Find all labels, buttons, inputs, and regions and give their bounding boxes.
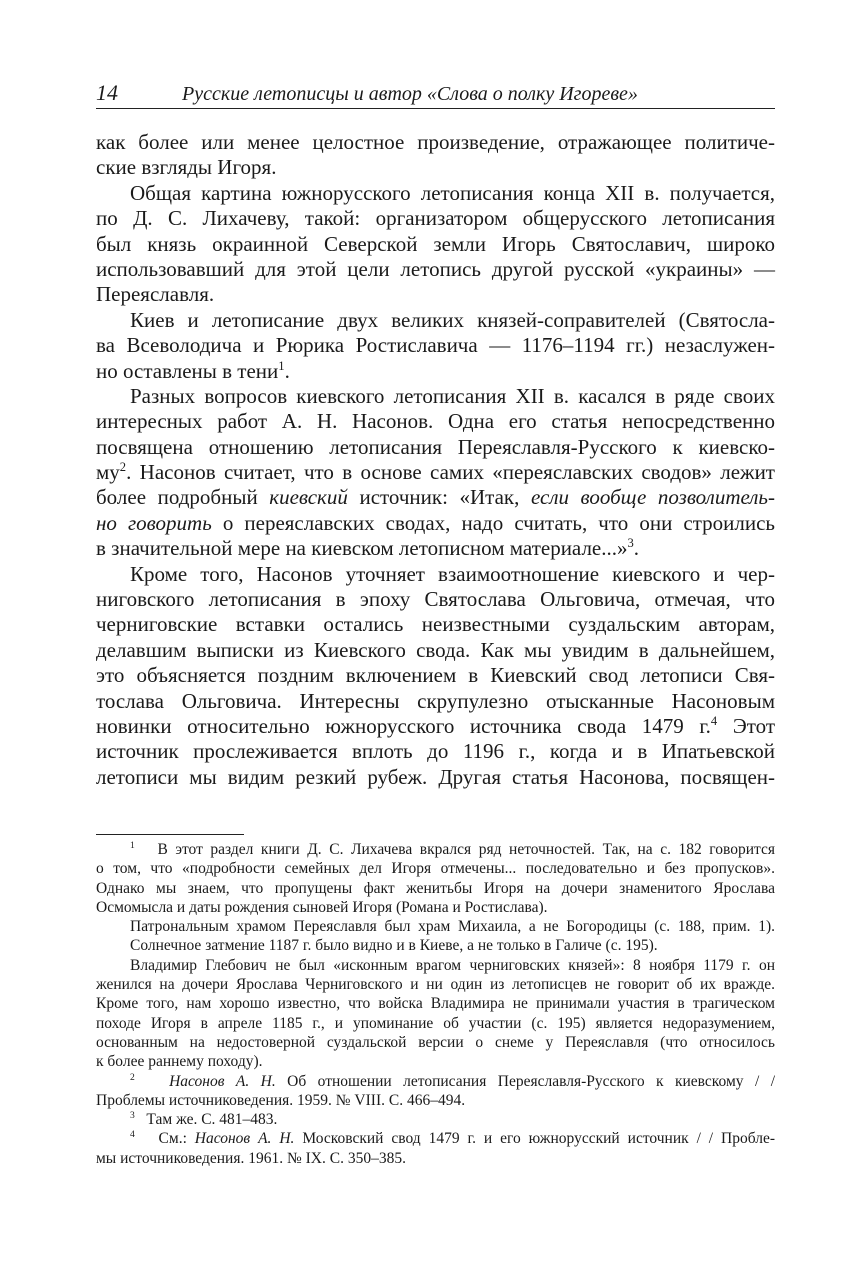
- footnote-ref[interactable]: 4: [710, 713, 718, 728]
- text-run: . Насонов считает, что в основе самих «переяславских сводов» лежит: [126, 460, 775, 485]
- text-line: [96, 359, 775, 384]
- footnote-line: Солнечное затмение 1187 г. было видно и в Киеве, а не только в Галиче (с. 195).: [130, 937, 658, 955]
- italic-run: если вообще позволитель-: [530, 485, 775, 510]
- footnote-line: к более раннему походу).: [96, 1053, 263, 1071]
- text-line: Разных вопросов киевского летописания XII в. касался в ряде своих: [130, 383, 775, 408]
- footnote-ref[interactable]: 1: [278, 358, 285, 373]
- footnote-line: [96, 1129, 775, 1148]
- text-line: Переяславля.: [96, 282, 215, 307]
- text-run: .: [633, 536, 640, 561]
- footnote-number: 1: [130, 839, 135, 851]
- text-run: Московский свод 1479 г. и его южнорусский источник / / Пробле-: [294, 1130, 775, 1148]
- text-run: .: [284, 358, 290, 383]
- footnote-line: о том, что «подробности семейных дел Игоря отмечены... последовательно и без пропусков».: [96, 860, 775, 878]
- footnote-line: Проблемы источниковедения. 1959. № VIII. С. 466–494.: [96, 1091, 466, 1109]
- text-run: новинки относительно южнорусского источника свода 1479 г.: [96, 713, 711, 738]
- footnote-line: Осмомысла и даты рождения сыновей Игоря (Романа и Ростислава).: [96, 898, 548, 916]
- running-title: Русские летописцы и автор «Слова о полку Игореве»: [182, 83, 638, 105]
- text-line: летописи мы видим резкий рубеж. Другая статья Насонова, посвящен-: [96, 764, 775, 789]
- main-text: [96, 130, 775, 790]
- text-line: [96, 536, 775, 561]
- text-line: как более или менее целостное произведение, отражающее политиче-: [96, 130, 775, 154]
- italic-run: Насонов А. Н.: [194, 1130, 295, 1148]
- footnote-line: Владимир Глебович не был «исконным врагом черниговских князей»: 8 ноября 1179 г. он: [130, 956, 775, 974]
- text-run: о переяславских сводах, надо считать, что они строились: [211, 510, 775, 535]
- running-header: [96, 80, 775, 109]
- text-run: в значительной мере на киевском летописном материале...»: [96, 536, 628, 561]
- text-line: [96, 714, 775, 739]
- text-line: тослава Ольговича. Интересны скрупулезно отысканные Насоновым: [96, 688, 775, 713]
- footnote-line: мы источниковедения. 1961. № IX. С. 350–385.: [96, 1149, 406, 1167]
- text-run: но оставлены в тени: [96, 358, 279, 383]
- text-run: более подробный: [96, 485, 270, 510]
- footnote-number: 4: [130, 1129, 135, 1141]
- text-line: это объясняется поздним включением в Киевский свод летописи Свя-: [96, 663, 775, 688]
- text-line: источник прослеживается вплоть до 1196 г., когда и в Ипатьевской: [96, 739, 775, 764]
- footnote-ref[interactable]: 3: [627, 536, 634, 551]
- text-line: интересных работ А. Н. Насонов. Одна его статья непосредственно: [96, 409, 775, 434]
- text-run: му: [96, 460, 120, 485]
- footnote-line: основанным на недостоверной суздальской версии о снеме у Переяславля (что относилось: [96, 1033, 775, 1051]
- text-line: [96, 485, 775, 510]
- italic-run: но говорить: [96, 510, 212, 535]
- footnote-line: [96, 1072, 775, 1091]
- text-line: ва Всеволодича и Рюрика Ростиславича — 1176–1194 гг.) незаслужен-: [96, 333, 775, 358]
- text-run: В этот раздел книги Д. С. Лихачева вкрался ряд неточностей. Так, на с. 182 говорится: [157, 841, 776, 858]
- text-line: черниговские вставки остались неизвестными суздальским авторам,: [96, 612, 775, 637]
- footnote-ref[interactable]: 2: [119, 460, 127, 475]
- page-number: 14: [96, 80, 118, 105]
- footnote-line: Патрональным храмом Переяславля был храм Михаила, а не Богородицы (с. 188, прим. 1).: [130, 918, 775, 936]
- text-line: использовавший для этой цели летопись другой русской «украины» —: [96, 256, 775, 281]
- footnote-line: [96, 840, 775, 859]
- text-run: Об отношении летописания Переяславля-Русского к киевскому / /: [275, 1072, 776, 1090]
- text-line: Общая картина южнорусского летописания конца XII в. получается,: [130, 180, 775, 205]
- text-line: [96, 511, 775, 536]
- footnote-line: женился на дочери Ярослава Черниговского и ни один из летописцев не говорит об их вражде.: [96, 976, 775, 994]
- italic-run: киевский: [269, 485, 348, 510]
- text-run: Этот: [717, 713, 775, 738]
- text-run: источник: «Итак,: [347, 485, 531, 510]
- italic-run: Насонов А. Н.: [169, 1072, 276, 1090]
- text-line: Киев и летописание двух великих князей-соправителей (Святосла-: [130, 307, 775, 332]
- text-line: Кроме того, Насонов уточняет взаимоотношение киевского и чер-: [130, 561, 775, 586]
- footnote-number: 3: [130, 1110, 135, 1121]
- text-line: делавшим выписки из Киевского свода. Как мы увидим в дальнейшем,: [96, 637, 775, 662]
- text-line: был князь окраинной Северской земли Игорь Святославич, широко: [96, 231, 775, 256]
- footnote-number: 2: [130, 1071, 135, 1083]
- footnotes: [96, 840, 775, 1168]
- footnote-line: Кроме того, нам хорошо известно, что войска Владимира не принимали участия в трагическом: [96, 995, 775, 1013]
- footnote-line: походе Игоря в апреле 1185 г., и упоминание об участии (с. 195) является недоразумением,: [96, 1014, 775, 1032]
- text-run: См.:: [158, 1130, 195, 1148]
- footnote-line: Однако мы знаем, что пропущены факт женитьбы Игоря на дочери знаменитого Ярослава: [96, 879, 775, 897]
- footnote-divider: [96, 834, 244, 835]
- text-line: ниговского летописания в эпоху Святослава Ольговича, отмечая, что: [96, 587, 775, 612]
- text-line: посвящена отношению летописания Переяславля-Русского к киевско-: [96, 434, 775, 459]
- text-line: по Д. С. Лихачеву, такой: организатором общерусского летописания: [96, 206, 775, 231]
- text-run: Там же. С. 481–483.: [146, 1111, 278, 1129]
- footnote-line: [96, 1110, 775, 1129]
- text-line: [96, 460, 775, 485]
- text-line: ские взгляды Игоря.: [96, 155, 277, 180]
